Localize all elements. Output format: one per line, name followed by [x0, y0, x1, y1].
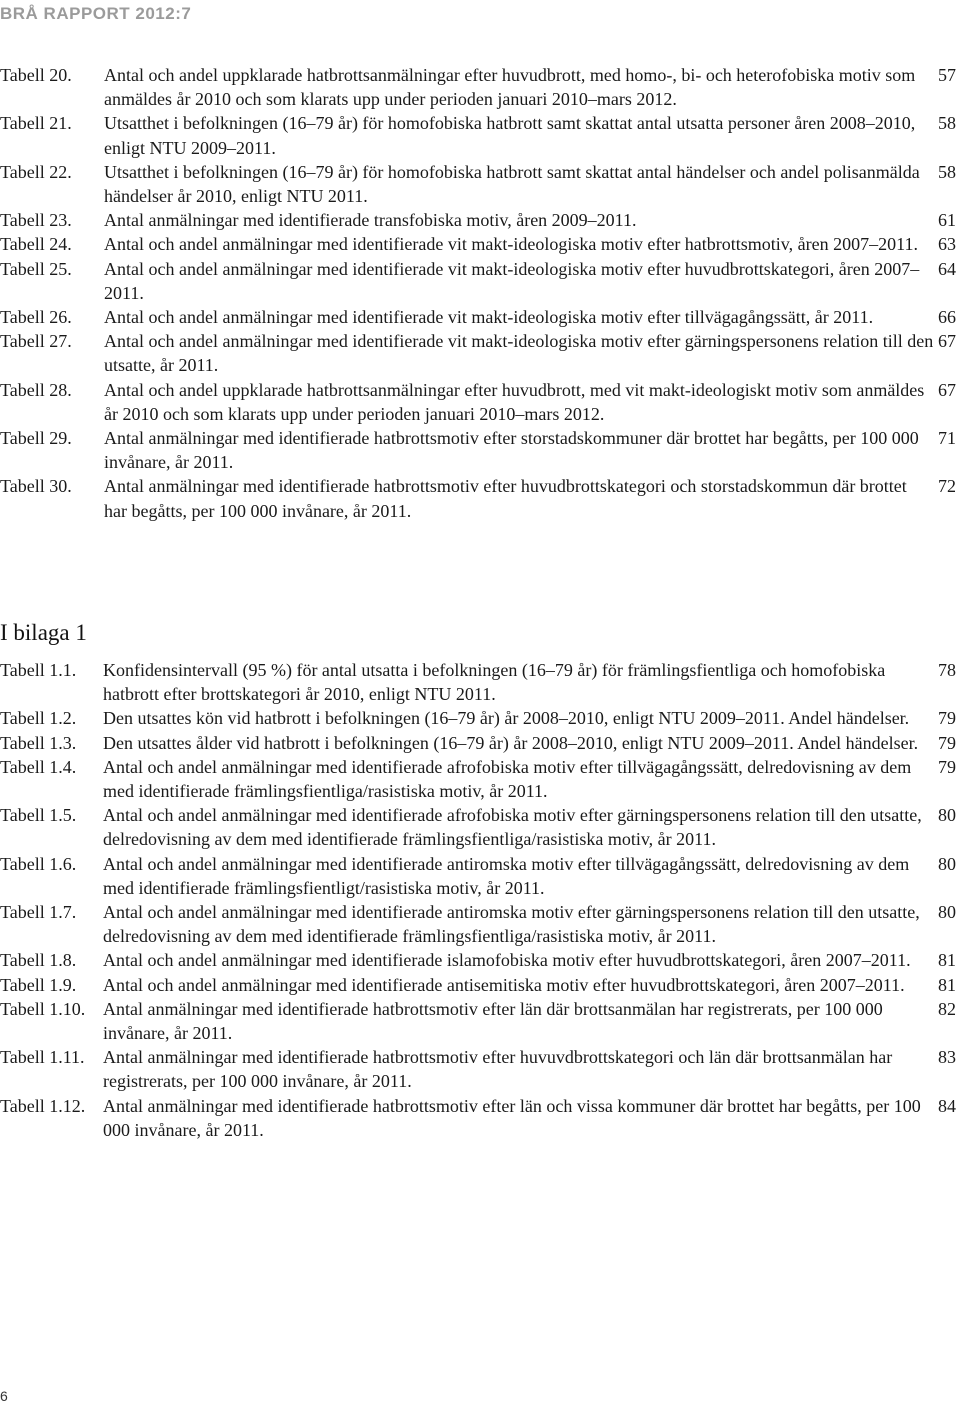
toc-list-main — [0, 63, 960, 523]
toc-entry[interactable] — [0, 305, 960, 329]
toc-entry-title: Konfidensintervall (95 %) för antal utsatta i befolkningen (16–79 år) för främlingsfientliga och homofobiska hatbrott efter brottskategori år 2010, enligt NTU 2011. — [103, 660, 886, 705]
toc-entry-title: Antal och andel anmälningar med identifierade afrofobiska motiv efter gärningspersonens relation till den utsatte, delredovisning av dem med identifierade främlingsfientliga/rasistiska motiv, år 2011. — [103, 805, 922, 850]
toc-entry-body — [104, 305, 960, 329]
running-header: BRÅ RAPPORT 2012:7 — [0, 4, 192, 23]
toc-entry-label: Tabell 28. — [0, 379, 72, 400]
toc-entry-label: Tabell 30. — [0, 476, 72, 497]
toc-entry-body — [104, 329, 960, 377]
toc-entry-label: Tabell 1.3. — [0, 732, 77, 753]
toc-entry-label: Tabell 1.4. — [0, 756, 77, 777]
toc-entry-body — [103, 731, 960, 755]
toc-entry-body — [103, 1094, 960, 1142]
toc-entry-title: Den utsattes ålder vid hatbrott i befolkningen (16–79 år) år 2008–2010, enligt NTU 2009–2011. Andel händelser. — [103, 732, 919, 753]
toc-entry-body — [104, 474, 960, 522]
toc-entry[interactable] — [0, 232, 960, 256]
toc-entry-label: Tabell 23. — [0, 210, 72, 231]
toc-entry[interactable] — [0, 426, 960, 474]
toc-entry-body — [103, 1045, 960, 1093]
toc-entry[interactable] — [0, 1094, 960, 1142]
toc-entry-body — [103, 803, 960, 851]
toc-entry-page: 58 — [938, 161, 956, 182]
toc-entry[interactable] — [0, 997, 960, 1045]
toc-entry-page: 81 — [938, 950, 956, 971]
toc-entry-title: Antal anmälningar med identifierade hatbrottsmotiv efter län där brottsanmälan har registrerats, per 100 000 invånare, år 2011. — [103, 998, 883, 1044]
toc-entry-body — [104, 63, 960, 111]
toc-entry-body — [104, 378, 960, 426]
toc-entry-label: Tabell 1.12. — [0, 1095, 86, 1116]
toc-entry-body — [104, 232, 960, 256]
toc-entry-title: Antal och andel anmälningar med identifierade antiromska motiv efter gärningspersonens relation till den utsatte, delredovisning av dem med identifierade främlingsfientliga/rasistiska motiv, år 2011. — [103, 902, 920, 947]
toc-entry[interactable] — [0, 852, 960, 900]
toc-entry-title: Antal och andel anmälningar med identifierade vit makt-ideologiska motiv efter gärningspersonens relation till den utsatte, år 2011. — [104, 331, 934, 376]
toc-entry-title: Antal anmälningar med identifierade hatbrottsmotiv efter huvuvdbrottskategori och län där brottsanmälan har registrerats, per 100 000 invånare, år 2011. — [103, 1047, 893, 1092]
toc-entry-label: Tabell 25. — [0, 258, 72, 279]
toc-entry-page: 80 — [938, 805, 956, 826]
toc-entry-title: Antal och andel anmälningar med identifierade islamofobiska motiv efter huvudbrottskategori, åren 2007–2011. — [103, 950, 911, 971]
toc-entry-body — [103, 948, 960, 972]
toc-entry-title: Antal och andel anmälningar med identifierade antiromska motiv efter tillvägagångssätt, delredovisning av dem med identifierade främlingsfientligt/rasistiska motiv, år 2011. — [103, 853, 910, 898]
toc-entry[interactable] — [0, 257, 960, 305]
toc-entry-page: 81 — [938, 974, 956, 995]
toc-entry-body — [104, 426, 960, 474]
toc-entry-page: 80 — [938, 853, 956, 874]
toc-entry-label: Tabell 1.8. — [0, 950, 77, 971]
toc-entry-label: Tabell 22. — [0, 161, 72, 182]
toc-entry-page: 79 — [938, 708, 956, 729]
toc-entry-label: Tabell 1.10. — [0, 998, 86, 1019]
toc-entry-body — [103, 852, 960, 900]
toc-entry-page: 66 — [938, 307, 956, 328]
toc-entry[interactable] — [0, 755, 960, 803]
toc-entry-label: Tabell 1.9. — [0, 974, 77, 995]
toc-entry-label: Tabell 20. — [0, 65, 72, 85]
toc-entry-title: Utsatthet i befolkningen (16–79 år) för homofobiska hatbrott samt skattat antal händelser och andel polisanmälda händelser år 2010, enligt NTU 2011. — [104, 161, 920, 207]
toc-entry-page: 67 — [938, 331, 956, 352]
toc-entry[interactable] — [0, 378, 960, 426]
toc-entry-title: Antal och andel anmälningar med identifierade vit makt-ideologiska motiv efter hatbrottsmotiv, åren 2007–2011. — [104, 234, 918, 255]
toc-entry[interactable] — [0, 63, 960, 111]
toc-entry-title: Antal anmälningar med identifierade hatbrottsmotiv efter huvudbrottskategori och storstadskommun där brottet har begåtts, per 100 000 invånare, år 2011. — [104, 476, 907, 521]
toc-entry-title: Antal och andel anmälningar med identifierade afrofobiska motiv efter tillvägagångssätt, delredovisning av dem med identifierade främlingsfientliga/rasistiska motiv, år 2011. — [103, 756, 912, 802]
toc-entry-body — [104, 257, 960, 305]
toc-entry-page: 64 — [938, 258, 956, 279]
toc-entry-page: 58 — [938, 113, 956, 134]
toc-entry-label: Tabell 1.11. — [0, 1047, 85, 1068]
toc-entry[interactable] — [0, 474, 960, 522]
toc-entry-page: 63 — [938, 234, 956, 255]
toc-entry-page: 83 — [938, 1047, 956, 1068]
toc-entry-title: Antal anmälningar med identifierade transfobiska motiv, åren 2009–2011. — [104, 210, 637, 231]
toc-entry[interactable] — [0, 803, 960, 851]
toc-entry-page: 72 — [938, 476, 956, 497]
toc-entry[interactable] — [0, 973, 960, 997]
toc-entry-title: Antal anmälningar med identifierade hatbrottsmotiv efter storstadskommuner där brottet har begåtts, per 100 000 invånare, år 2011. — [104, 428, 919, 473]
toc-entry-label: Tabell 1.7. — [0, 902, 77, 923]
toc-entry-label: Tabell 1.1. — [0, 660, 77, 680]
toc-entry-label: Tabell 26. — [0, 307, 72, 328]
toc-entry[interactable] — [0, 1045, 960, 1093]
toc-list-bilaga — [0, 658, 960, 1142]
toc-entry-label: Tabell 24. — [0, 234, 72, 255]
toc-entry-body — [103, 997, 960, 1045]
toc-entry-label: Tabell 21. — [0, 113, 72, 134]
section-heading-bilaga: I bilaga 1 — [0, 620, 87, 645]
toc-entry[interactable] — [0, 111, 960, 159]
toc-entry-page: 78 — [938, 660, 956, 680]
toc-entry-label: Tabell 29. — [0, 428, 72, 449]
toc-entry[interactable] — [0, 948, 960, 972]
toc-entry-body — [104, 208, 960, 232]
toc-entry-body — [103, 755, 960, 803]
toc-entry-title: Antal och andel anmälningar med identifierade vit makt-ideologiska motiv efter huvudbrottskategori, åren 2007–2011. — [104, 258, 920, 303]
toc-entry-title: Den utsattes kön vid hatbrott i befolkningen (16–79 år) år 2008–2010, enligt NTU 2009–2011. Andel händelser. — [103, 708, 910, 729]
toc-entry-page: 80 — [938, 902, 956, 923]
toc-entry[interactable] — [0, 900, 960, 948]
toc-entry[interactable] — [0, 329, 960, 377]
toc-entry-label: Tabell 1.6. — [0, 853, 77, 874]
page-number: 6 — [0, 1388, 8, 1404]
toc-entry[interactable] — [0, 658, 960, 706]
toc-entry-title: Utsatthet i befolkningen (16–79 år) för homofobiska hatbrott samt skattat antal utsatta personer åren 2008–2010, enligt NTU 2009–2011. — [104, 113, 916, 158]
toc-entry-body — [103, 658, 960, 706]
toc-entry-page: 61 — [938, 210, 956, 231]
toc-entry-page: 82 — [938, 998, 956, 1019]
toc-entry[interactable] — [0, 706, 960, 730]
toc-entry-page: 84 — [938, 1095, 956, 1116]
toc-entry-page: 57 — [938, 65, 956, 85]
toc-entry-body — [103, 706, 960, 730]
toc-entry-label: Tabell 1.2. — [0, 708, 77, 729]
toc-entry-body — [104, 160, 960, 208]
toc-entry-title: Antal anmälningar med identifierade hatbrottsmotiv efter län och vissa kommuner där brottet har begåtts, per 100 000 invånare, år 2011. — [103, 1095, 921, 1140]
toc-entry[interactable] — [0, 731, 960, 755]
toc-entry-label: Tabell 1.5. — [0, 805, 77, 826]
toc-entry-title: Antal och andel uppklarade hatbrottsanmälningar efter huvudbrott, med homo-, bi- och heterofobiska motiv som anmäldes år 2010 och som klarats upp under perioden januari 2010–mars 2012. — [104, 65, 916, 110]
toc-entry-label: Tabell 27. — [0, 331, 72, 352]
toc-entry[interactable] — [0, 160, 960, 208]
toc-entry-title: Antal och andel anmälningar med identifierade vit makt-ideologiska motiv efter tillvägagångssätt, år 2011. — [104, 307, 874, 328]
toc-entry-body — [103, 973, 960, 997]
toc-entry[interactable] — [0, 208, 960, 232]
toc-entry-body — [104, 111, 960, 159]
toc-entry-page: 67 — [938, 379, 956, 400]
toc-entry-page: 79 — [938, 756, 956, 777]
toc-entry-body — [103, 900, 960, 948]
toc-entry-page: 71 — [938, 428, 956, 449]
toc-entry-page: 79 — [938, 732, 956, 753]
toc-entry-title: Antal och andel anmälningar med identifierade antisemitiska motiv efter huvudbrottskategori, åren 2007–2011. — [103, 974, 905, 995]
toc-entry-title: Antal och andel uppklarade hatbrottsanmälningar efter huvudbrott, med vit makt-ideologiskt motiv som anmäldes år 2010 och som klarats upp under perioden januari 2010–mars 2012. — [104, 379, 925, 424]
